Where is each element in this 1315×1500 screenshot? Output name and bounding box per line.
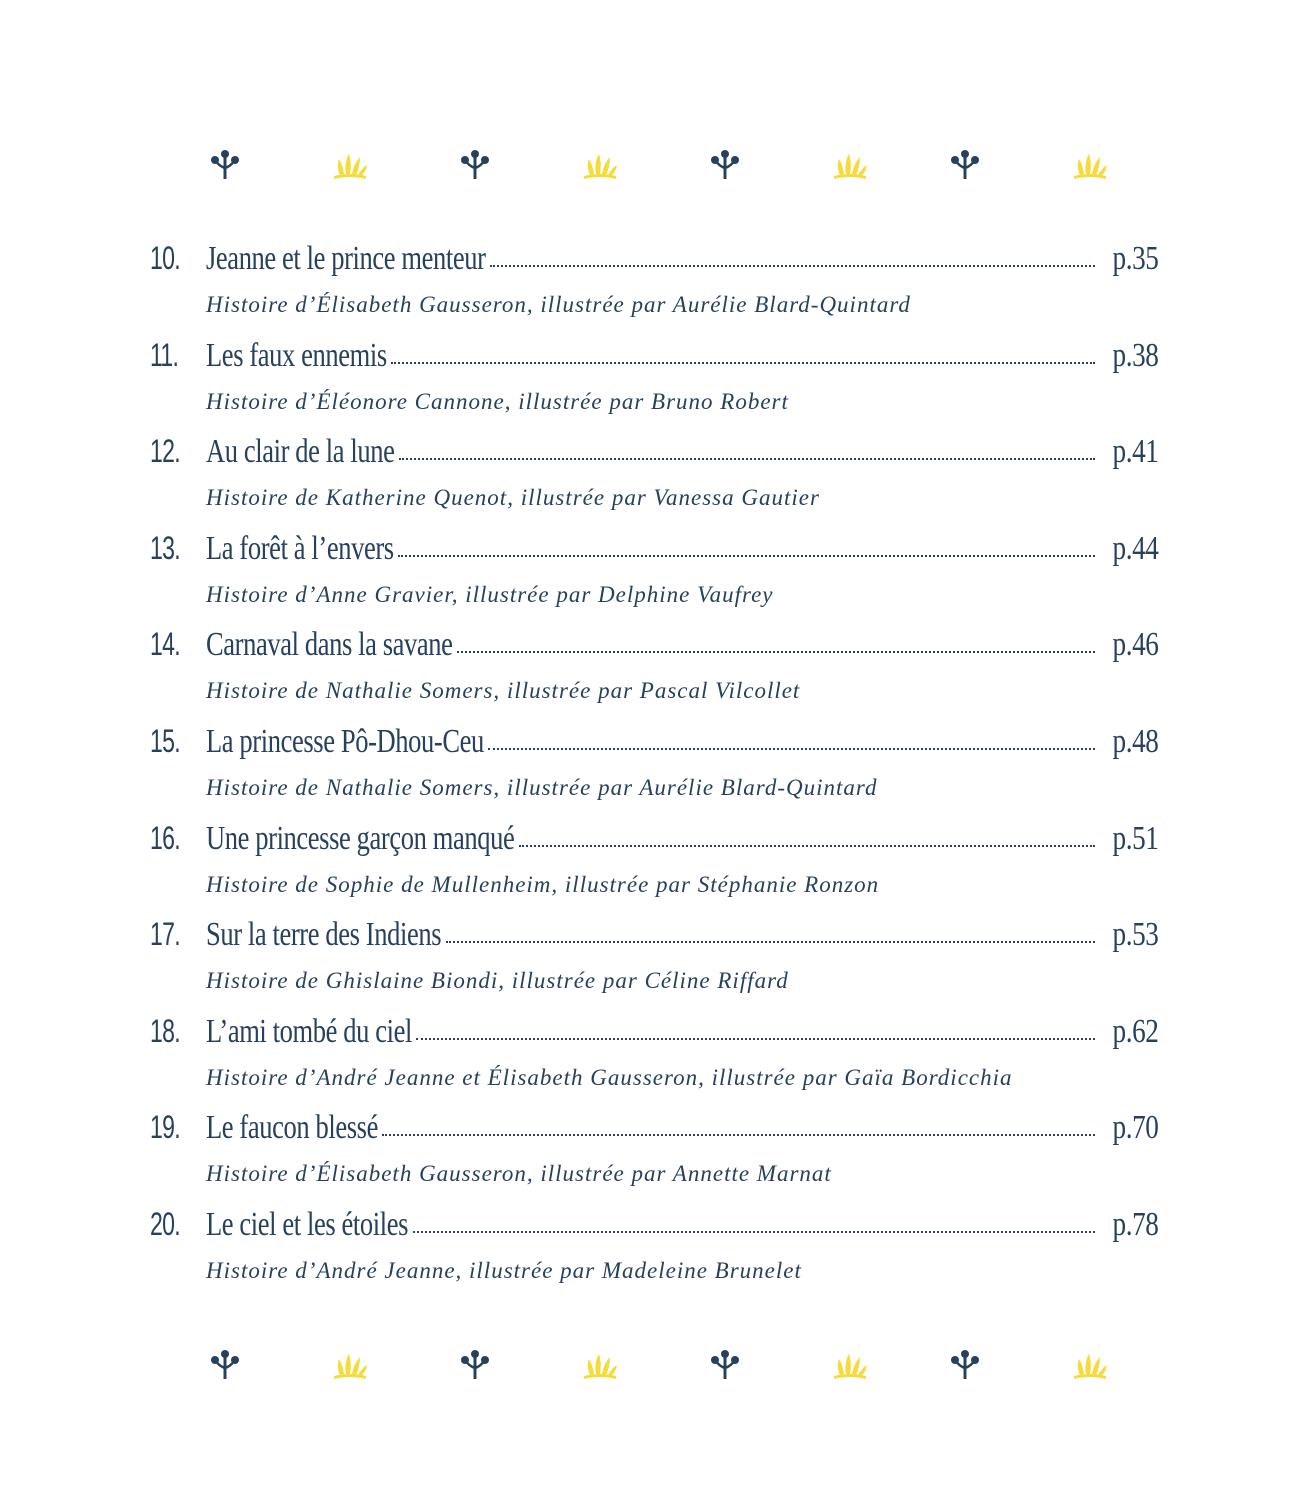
toc-entry-line: [150, 723, 1158, 773]
entry-title: Le faucon blessé: [206, 1109, 378, 1147]
entry-page-number: p.44: [1112, 529, 1158, 567]
top-ornament-row: [0, 146, 1315, 186]
entry-page-number: p.51: [1112, 819, 1158, 857]
entry-page-number: p.70: [1112, 1109, 1158, 1147]
bottom-ornament-row: [0, 1346, 1315, 1386]
entry-credit: Histoire d’Éléonore Cannone, illustrée par Bruno Robert: [206, 388, 789, 414]
entry-number: 12.: [150, 433, 180, 470]
dot-leader: [446, 939, 1095, 943]
toc-entry-line: [150, 1013, 1158, 1063]
entry-page-number: p.46: [1112, 626, 1158, 664]
toc-entry: [150, 240, 1158, 337]
toc-entry: [150, 433, 1158, 530]
entry-credit: Histoire de Nathalie Somers, illustrée par Aurélie Blard-Quintard: [206, 774, 878, 800]
entry-credit: Histoire d’Anne Gravier, illustrée par Delphine Vaufrey: [206, 581, 774, 607]
dot-leader: [382, 1132, 1095, 1136]
sprig-icon: [705, 1346, 745, 1386]
sprig-icon: [455, 146, 495, 186]
toc-entry-line: [150, 530, 1158, 580]
toc-entry-line: [150, 337, 1158, 387]
toc-entry: [150, 1206, 1158, 1303]
leaf-tuft-icon: [1070, 146, 1110, 186]
entry-page-number: p.48: [1112, 722, 1158, 760]
leaf-tuft-icon: [830, 146, 870, 186]
entry-title: Le ciel et les étoiles: [206, 1205, 409, 1243]
entry-title: Les faux ennemis: [206, 336, 387, 374]
entry-credit: Histoire de Ghislaine Biondi, illustrée par Céline Riffard: [206, 968, 789, 994]
leaf-tuft-icon: [580, 146, 620, 186]
toc-entry-line: [150, 820, 1158, 870]
sprig-icon: [945, 146, 985, 186]
entry-page-number: p.35: [1112, 240, 1158, 277]
entry-credit: Histoire de Katherine Quenot, illustrée par Vanessa Gautier: [206, 485, 820, 511]
entry-title-wrap: [206, 820, 515, 858]
leaf-tuft-icon: [580, 1346, 620, 1386]
entry-title: Sur la terre des Indiens: [206, 916, 442, 954]
toc-entry: [150, 1109, 1158, 1206]
entry-page-number: p.38: [1112, 336, 1158, 374]
entry-number: 20.: [150, 1205, 180, 1242]
entry-number: 19.: [150, 1109, 180, 1146]
entry-title-wrap: [206, 1206, 409, 1244]
toc-entry: [150, 1013, 1158, 1110]
toc-entry: [150, 723, 1158, 820]
entry-page-number: p.62: [1112, 1012, 1158, 1050]
toc-entry-line: [150, 1206, 1158, 1256]
dot-leader: [413, 1229, 1095, 1233]
entry-title-wrap: [206, 1109, 378, 1147]
toc-entry: [150, 337, 1158, 434]
entry-title-wrap: [206, 337, 387, 375]
table-of-contents: [150, 240, 1158, 1303]
entry-title: La princesse Pô-Dhou-Ceu: [206, 722, 484, 760]
dot-leader: [519, 843, 1095, 847]
entry-credit: Histoire de Nathalie Somers, illustrée par Pascal Vilcollet: [206, 678, 801, 704]
entry-title: La forêt à l’envers: [206, 529, 394, 567]
entry-title: L’ami tombé du ciel: [206, 1012, 412, 1050]
entry-title-wrap: [206, 916, 442, 954]
entry-credit: Histoire d’Élisabeth Gausseron, illustrée par Annette Marnat: [206, 1161, 832, 1187]
dot-leader: [398, 553, 1095, 557]
sprig-icon: [705, 146, 745, 186]
dot-leader: [399, 456, 1095, 460]
dot-leader: [391, 360, 1095, 364]
entry-number: 16.: [150, 819, 180, 856]
toc-entry-line: [150, 240, 1158, 290]
toc-entry: [150, 530, 1158, 627]
sprig-icon: [945, 1346, 985, 1386]
entry-title-wrap: [206, 240, 486, 278]
entry-credit: Histoire d’André Jeanne, illustrée par Madeleine Brunelet: [206, 1257, 802, 1283]
dot-leader: [490, 263, 1095, 267]
leaf-tuft-icon: [830, 1346, 870, 1386]
sprig-icon: [455, 1346, 495, 1386]
entry-page-number: p.53: [1112, 916, 1158, 954]
entry-title: Jeanne et le prince menteur: [206, 240, 486, 277]
entry-title-wrap: [206, 530, 394, 568]
entry-number: 15.: [150, 722, 180, 759]
toc-entry-line: [150, 916, 1158, 966]
entry-title-wrap: [206, 433, 395, 471]
entry-number: 18.: [150, 1012, 180, 1049]
entry-credit: Histoire de Sophie de Mullenheim, illustrée par Stéphanie Ronzon: [206, 871, 880, 897]
leaf-tuft-icon: [330, 146, 370, 186]
entry-title-wrap: [206, 626, 453, 664]
entry-title-wrap: [206, 723, 484, 761]
sprig-icon: [205, 146, 245, 186]
entry-page-number: p.41: [1112, 433, 1158, 471]
toc-entry-line: [150, 626, 1158, 676]
leaf-tuft-icon: [1070, 1346, 1110, 1386]
entry-number: 14.: [150, 626, 180, 663]
entry-number: 11.: [150, 336, 179, 373]
toc-entry: [150, 820, 1158, 917]
entry-credit: Histoire d’Élisabeth Gausseron, illustrée par Aurélie Blard-Quintard: [206, 292, 911, 317]
toc-entry: [150, 916, 1158, 1013]
entry-page-number: p.78: [1112, 1205, 1158, 1243]
entry-number: 10.: [150, 240, 180, 276]
toc-entry-line: [150, 1109, 1158, 1159]
entry-title-wrap: [206, 1013, 412, 1051]
entry-title: Une princesse garçon manqué: [206, 819, 515, 857]
sprig-icon: [205, 1346, 245, 1386]
dot-leader: [416, 1036, 1095, 1040]
toc-entry: [150, 626, 1158, 723]
dot-leader: [457, 649, 1095, 653]
entry-title: Carnaval dans la savane: [206, 626, 453, 664]
entry-number: 17.: [150, 916, 180, 953]
entry-title: Au clair de la lune: [206, 433, 395, 471]
toc-entry-line: [150, 433, 1158, 483]
leaf-tuft-icon: [330, 1346, 370, 1386]
entry-credit: Histoire d’André Jeanne et Élisabeth Gausseron, illustrée par Gaïa Bordicchia: [206, 1064, 1013, 1090]
entry-number: 13.: [150, 529, 180, 566]
dot-leader: [488, 746, 1095, 750]
